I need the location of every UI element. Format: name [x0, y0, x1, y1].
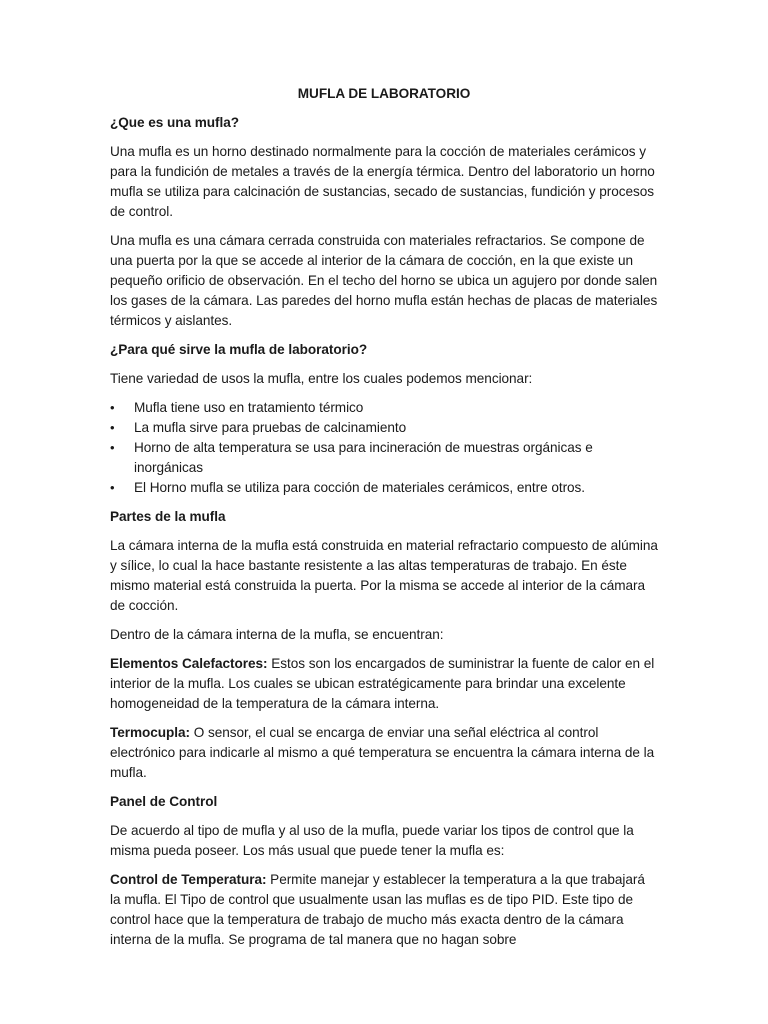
- list-item: [110, 398, 658, 418]
- bullet-icon: •: [110, 440, 115, 455]
- paragraph-description: Una mufla es una cámara cerrada construida con materiales refractarios. Se compone de una puerta por la que se accede al interior de la cámara de cocción, en la que existe un pequeño orificio de observación. En el techo del horno se ubica un agujero por donde salen los gases de la cámara. Las paredes del horno mufla están hechas de placas de materiales térmicos y aislantes.: [110, 233, 658, 328]
- section-heading-control-panel: Panel de Control: [110, 794, 218, 809]
- paragraph-chamber-contents: Dentro de la cámara interna de la mufla, se encuentran:: [110, 627, 444, 642]
- list-item: [110, 478, 658, 498]
- paragraph-uses-intro: Tiene variedad de usos la mufla, entre los cuales podemos mencionar:: [110, 371, 533, 386]
- uses-list: [110, 398, 658, 498]
- paragraph-thermocouple: [110, 723, 658, 783]
- definition-thermocouple: O sensor, el cual se encarga de enviar una señal eléctrica al control electrónico para indicarle al mismo a qué temperatura se encuentra la cámara interna de la mufla.: [110, 725, 655, 780]
- bullet-icon: •: [110, 420, 115, 435]
- term-thermocouple: Termocupla:: [110, 725, 191, 740]
- list-item-text: El Horno mufla se utiliza para cocción de materiales cerámicos, entre otros.: [134, 480, 586, 495]
- section-heading-uses: ¿Para qué sirve la mufla de laboratorio?: [110, 342, 368, 357]
- list-item: [110, 438, 658, 478]
- term-temperature-control: Control de Temperatura:: [110, 872, 267, 887]
- section-heading-parts: Partes de la mufla: [110, 509, 226, 524]
- paragraph-temperature-control: [110, 870, 658, 950]
- document-title: MUFLA DE LABORATORIO: [297, 86, 471, 101]
- section-heading-what-is: ¿Que es una mufla?: [110, 115, 240, 130]
- list-item-text: Horno de alta temperatura se usa para incineración de muestras orgánicas e inorgánicas: [134, 440, 593, 475]
- bullet-icon: •: [110, 480, 115, 495]
- term-heating-elements: Elementos Calefactores:: [110, 656, 268, 671]
- paragraph-internal-chamber: La cámara interna de la mufla está construida en material refractario compuesto de alúmina y sílice, lo cual la hace bastante resistente a las altas temperaturas de trabajo. En éste mismo material está construida la puerta. Por la misma se accede al interior de la cámara de cocción.: [110, 538, 658, 613]
- bullet-icon: •: [110, 400, 115, 415]
- list-item-text: La mufla sirve para pruebas de calcinamiento: [134, 420, 407, 435]
- definition-temperature-control: Permite manejar y establecer la temperatura a la que trabajará la mufla. El Tipo de control que usualmente usan las muflas es de tipo PID. Este tipo de control hace que la temperatura de trabajo de mucho más exacta dentro de la cámara interna de la mufla. Se programa de tal manera que no hagan sobre: [110, 872, 645, 947]
- paragraph-control-types: De acuerdo al tipo de mufla y al uso de la mufla, puede variar los tipos de control que la misma pueda poseer. Los más usual que puede tener la mufla es:: [110, 823, 634, 858]
- list-item-text: Mufla tiene uso en tratamiento térmico: [134, 400, 364, 415]
- paragraph-definition: Una mufla es un horno destinado normalmente para la cocción de materiales cerámicos y para la fundición de metales a través de la energía térmica. Dentro del laboratorio un horno mufla se utiliza para calcinación de sustancias, secado de sustancias, fundición y procesos de control.: [110, 144, 655, 219]
- paragraph-heating-elements: [110, 654, 658, 714]
- list-item: [110, 418, 658, 438]
- definition-heating-elements: Estos son los encargados de suministrar la fuente de calor en el interior de la mufla. Los cuales se ubican estratégicamente para brindar una excelente homogeneidad de la temperatura de la cámara interna.: [110, 656, 655, 711]
